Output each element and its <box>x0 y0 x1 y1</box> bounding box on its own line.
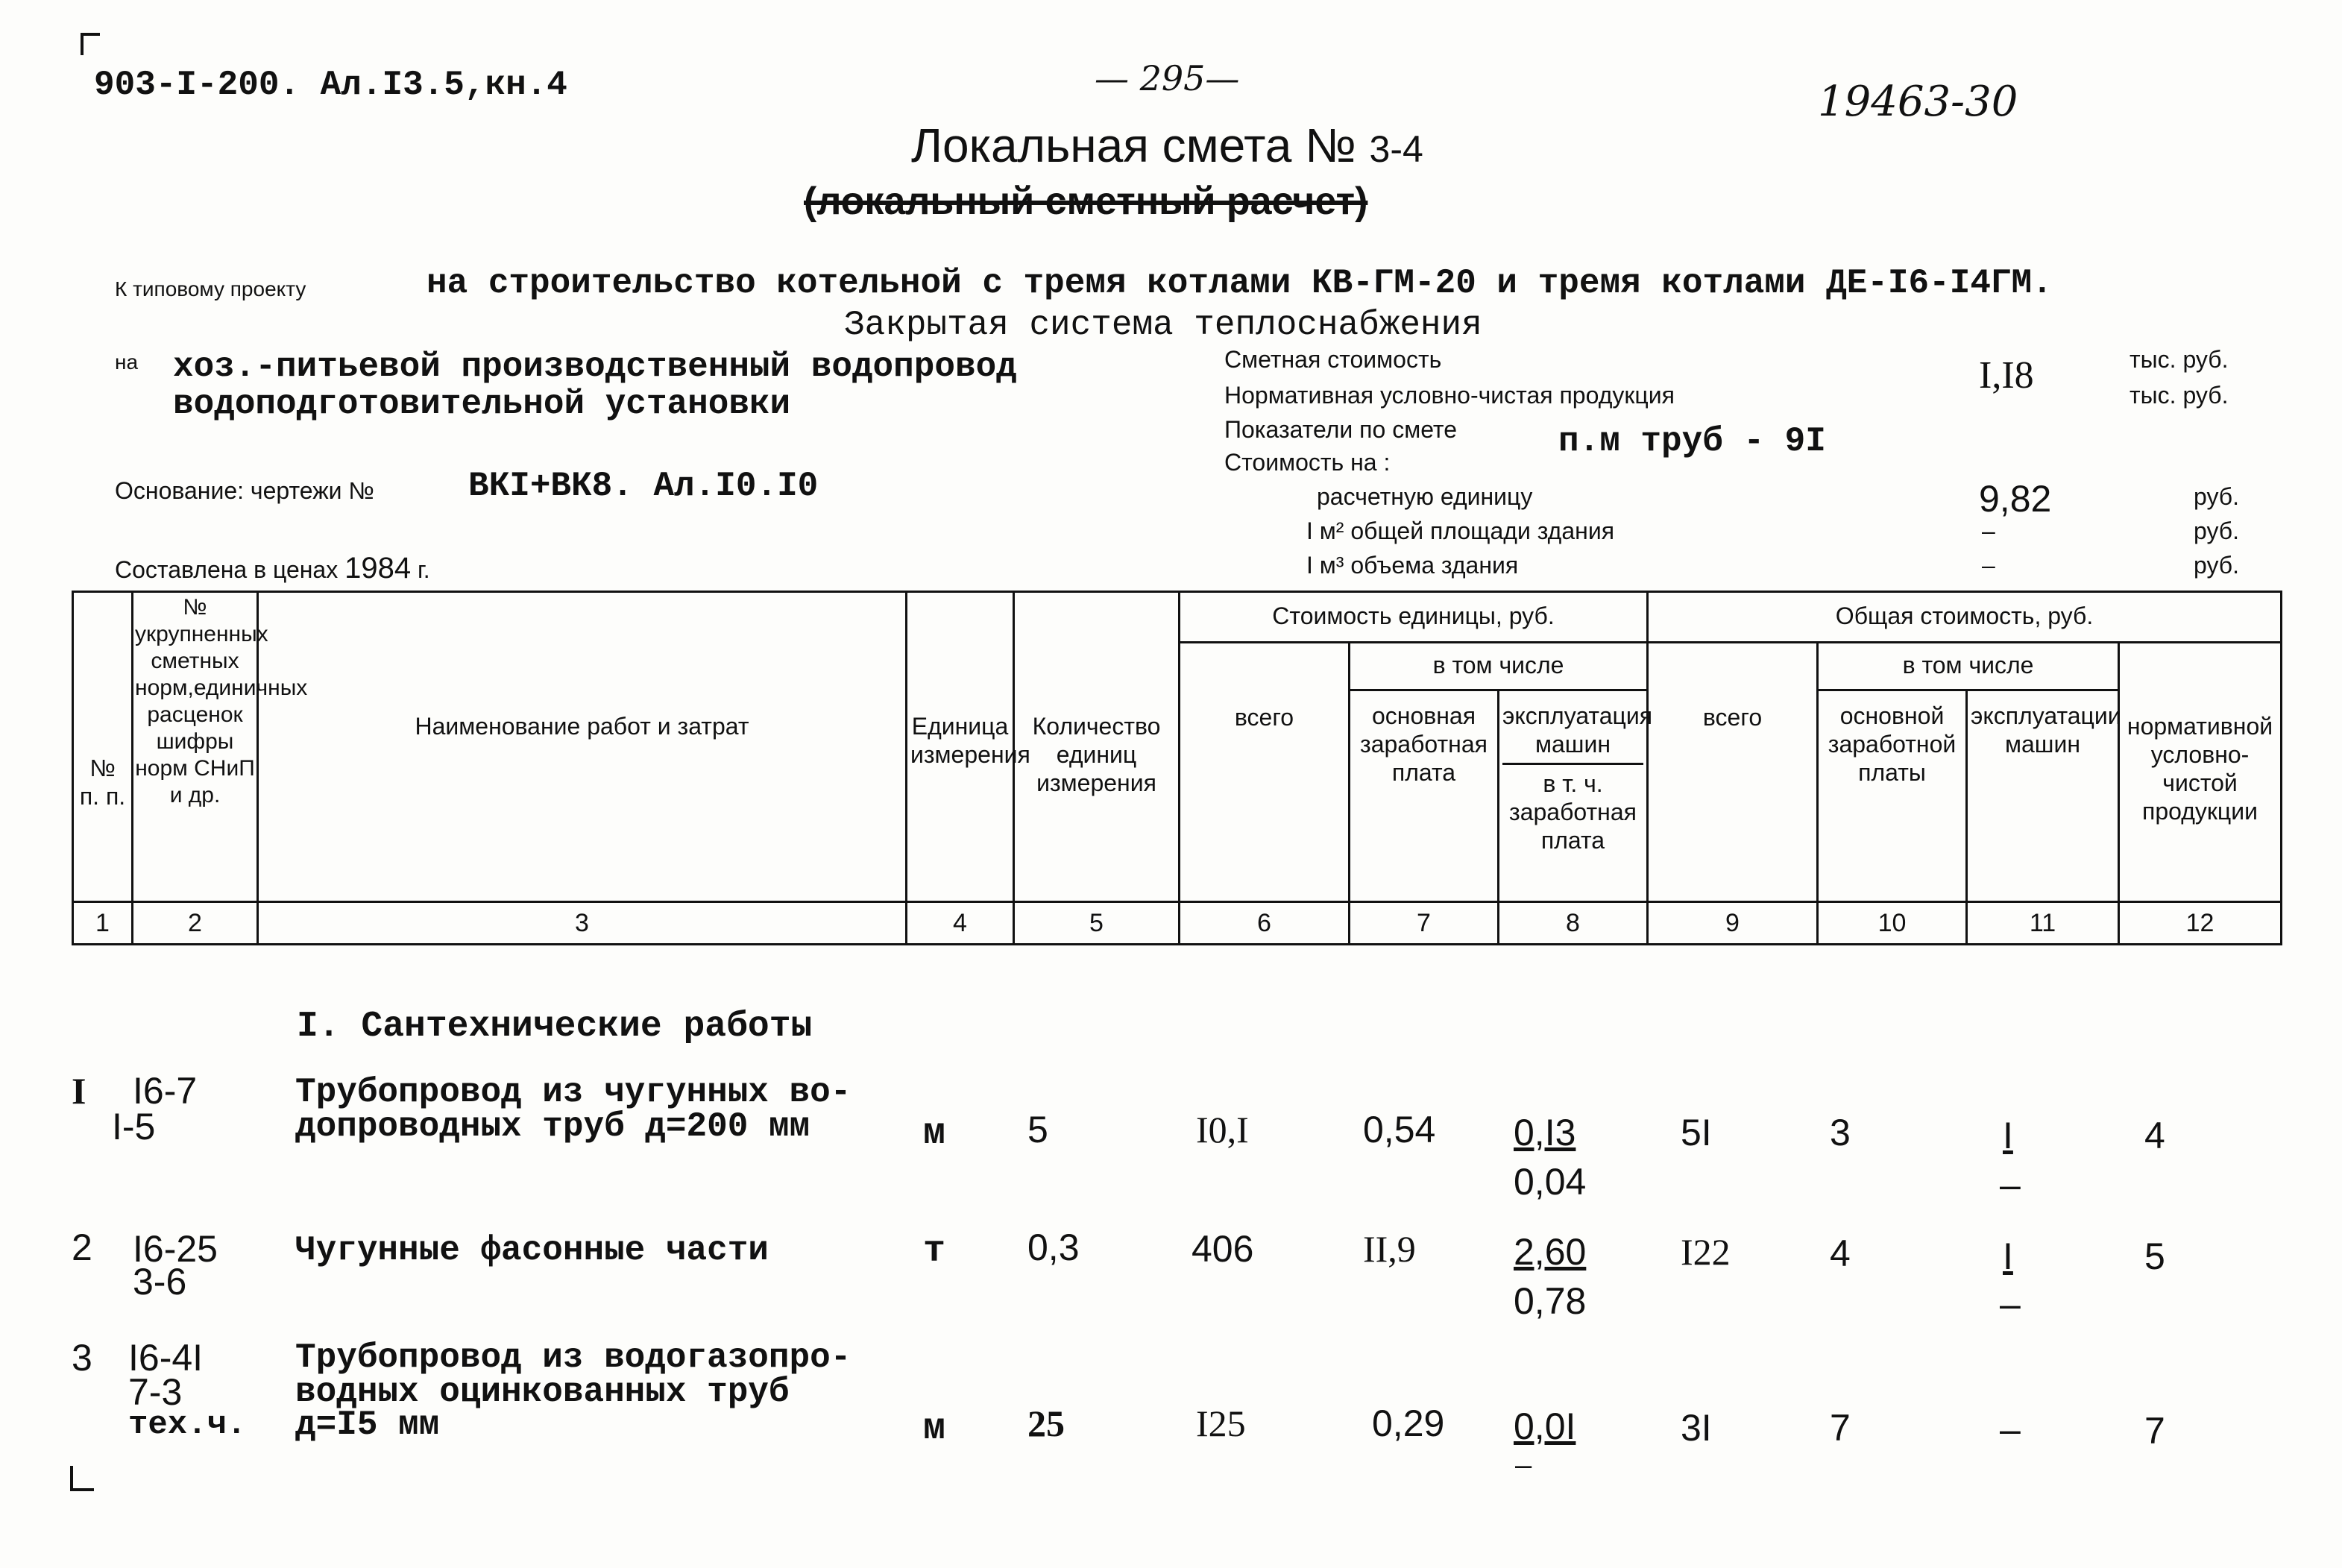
col-number: 5 <box>1014 902 1180 945</box>
col-header-unit-incl: в том числе <box>1350 643 1648 690</box>
document-code: 903-I-200. Ал.I3.5,кн.4 <box>94 66 567 104</box>
row-unit-mach-wage: 0,78 <box>1514 1280 1587 1322</box>
page-title <box>911 118 1423 173</box>
col-number: 3 <box>258 902 907 945</box>
col-header-norm: нормативной условно-чистой продукции <box>2119 643 2282 902</box>
col-header-unit-wage: основная заработная плата <box>1350 690 1499 902</box>
row-code: I6-4I <box>128 1337 204 1379</box>
row-name: допроводных труб д=200 мм <box>295 1107 810 1146</box>
archive-number: 19463-30 <box>1818 78 2018 126</box>
prices-line: Составлена в ценах 1984 г. <box>115 552 430 585</box>
row-name: Трубопровод из чугунных во- <box>295 1073 852 1112</box>
col-number: 10 <box>1818 902 1967 945</box>
project-text-line1: на строительство котельной с тремя котлами КВ-ГМ-20 и тремя котлами ДЕ-I6-I4ГМ. <box>426 264 2053 303</box>
row-unit-wage: 0,54 <box>1363 1109 1436 1150</box>
row-total-wage: 7 <box>1830 1407 1851 1449</box>
row-unit-wage: 0,29 <box>1372 1402 1445 1444</box>
indicators-label: Показатели по смете <box>1224 416 1458 443</box>
col-header-qty: Количество единиц измерения <box>1014 592 1180 902</box>
col-number: 12 <box>2119 902 2282 945</box>
row-unit-mach: 2,60 <box>1514 1231 1587 1273</box>
row-total-wage: 4 <box>1830 1232 1851 1274</box>
row-code: I6-7 <box>133 1070 198 1112</box>
col-header-total-wage: основной заработной платы <box>1818 690 1967 902</box>
col-header-total-cost: Общая стоимость, руб. <box>1648 592 2282 643</box>
row-unit-mach-wage: – <box>1515 1449 1532 1482</box>
per-unit-unit: руб. <box>2194 483 2240 510</box>
basis-value: ВКI+ВК8. Ал.I0.I0 <box>468 467 819 506</box>
row-code: 7-3 <box>128 1371 183 1413</box>
row-unit: м <box>923 1408 946 1450</box>
indicators-value: п.м труб - 9I <box>1558 422 1826 461</box>
row-unit-mach: 0,I3 <box>1514 1112 1576 1153</box>
row-total-mach-wage: – <box>2000 1283 2021 1325</box>
row-unit-total: I25 <box>1196 1402 1246 1444</box>
per-area-label: I м² общей площади здания <box>1306 517 1615 544</box>
col-number: 2 <box>133 902 258 945</box>
row-name: д=I5 мм <box>295 1405 440 1444</box>
project-label: К типовому проекту <box>115 277 306 300</box>
row-total-wage: 3 <box>1830 1112 1851 1153</box>
col-header-unit: Единица измерения <box>907 592 1014 902</box>
row-total-mach-wage: – <box>2000 1164 2021 1206</box>
row-name: водных оцинкованных труб <box>295 1373 790 1411</box>
per-volume-label: I м³ объема здания <box>1306 552 1519 579</box>
col-number: 11 <box>1967 902 2119 945</box>
row-total-mach: I <box>2003 1115 2013 1156</box>
page-title-number: 3-4 <box>1369 128 1423 170</box>
col-header-code: № укрупненных сметных норм,единичных расценок шифры норм СНиП и др. <box>133 592 258 902</box>
row-total: I22 <box>1681 1231 1731 1273</box>
col-number: 7 <box>1350 902 1499 945</box>
per-volume-unit: руб. <box>2194 552 2240 579</box>
col-header-unit-mach-text: эксплуатация машин <box>1502 702 1643 765</box>
row-unit-mach-wage: 0,04 <box>1514 1161 1587 1203</box>
row-total: 3I <box>1681 1407 1712 1449</box>
row-qty: 5 <box>1027 1109 1048 1150</box>
per-unit-label: расчетную единицу <box>1317 483 1533 510</box>
row-total-mach: I <box>2003 1235 2013 1277</box>
estimate-header-table <box>72 591 2282 945</box>
normative-unit: тыс. руб. <box>2129 382 2229 409</box>
object-label: на <box>115 350 139 374</box>
col-header-unit-mach-wage-text: в т. ч. заработная плата <box>1509 770 1637 854</box>
cost-value: I,I8 <box>1979 354 2034 397</box>
section-heading: I. Сантехнические работы <box>297 1007 813 1047</box>
col-header-total-all: всего <box>1648 643 1818 902</box>
corner-mark-bottom-left <box>70 1466 94 1491</box>
col-header-name: Наименование работ и затрат <box>258 592 907 902</box>
cost-label: Сметная стоимость <box>1224 346 1442 373</box>
row-code: 3-6 <box>133 1261 187 1303</box>
row-qty: 0,3 <box>1027 1227 1080 1268</box>
row-unit-wage: II,9 <box>1363 1228 1416 1270</box>
object-line2: водоподготовительной установки <box>173 385 791 424</box>
row-norm: 5 <box>2144 1235 2165 1277</box>
col-number: 6 <box>1180 902 1350 945</box>
row-unit-mach: 0,0I <box>1514 1405 1576 1447</box>
col-number: 1 <box>73 902 133 945</box>
col-number: 9 <box>1648 902 1818 945</box>
row-total: 5I <box>1681 1112 1712 1153</box>
row-unit-total: I0,I <box>1196 1109 1249 1150</box>
col-header-unit-cost: Стоимость единицы, руб. <box>1180 592 1648 643</box>
per-area-value: – <box>1982 517 1995 544</box>
row-code: тех.ч. <box>128 1406 247 1443</box>
row-norm: 7 <box>2144 1410 2165 1452</box>
col-header-unit-all: всего <box>1180 643 1350 902</box>
row-norm: 4 <box>2144 1115 2165 1156</box>
row-name: Трубопровод из водогазопро- <box>295 1338 852 1377</box>
per-area-unit: руб. <box>2194 517 2240 544</box>
row-code: I-5 <box>112 1106 156 1147</box>
basis-label: Основание: чертежи № <box>115 477 374 504</box>
object-line1: хоз.-питьевой производственный водопровод <box>173 347 1017 386</box>
normative-label: Нормативная условно-чистая продукция <box>1224 382 1675 409</box>
row-unit: м <box>923 1112 946 1155</box>
col-header-total-mach: эксплуатации машин <box>1967 690 2119 902</box>
col-number: 8 <box>1499 902 1648 945</box>
prices-year: 1984 <box>344 552 412 585</box>
row-code: I6-25 <box>133 1228 218 1270</box>
page-number: — 295— <box>1095 58 1240 98</box>
corner-mark-top-left <box>81 33 100 55</box>
row-total-mach: – <box>2000 1408 2021 1450</box>
project-text-line2: Закрытая система теплоснабжения <box>844 306 1482 344</box>
col-header-total-incl: в том числе <box>1818 643 2119 690</box>
row-unit: т <box>923 1230 946 1273</box>
row-no: I <box>72 1070 86 1112</box>
row-qty: 25 <box>1027 1402 1065 1444</box>
row-no: 2 <box>72 1227 92 1268</box>
per-unit-value: 9,82 <box>1979 478 2052 520</box>
per-volume-value: – <box>1982 552 1995 579</box>
col-header-unit-mach <box>1499 690 1653 902</box>
cost-unit: тыс. руб. <box>2129 346 2229 373</box>
page-title-text: Локальная смета № <box>911 119 1356 172</box>
row-name: Чугунные фасонные части <box>295 1231 769 1270</box>
col-number: 4 <box>907 902 1014 945</box>
page-subtitle-struck: (локальный сметный расчет) <box>804 180 1368 223</box>
row-unit-total: 406 <box>1192 1228 1254 1270</box>
row-no: 3 <box>72 1337 92 1379</box>
cost-per-label: Стоимость на : <box>1224 449 1391 476</box>
col-header-no: № п. п. <box>73 592 133 902</box>
